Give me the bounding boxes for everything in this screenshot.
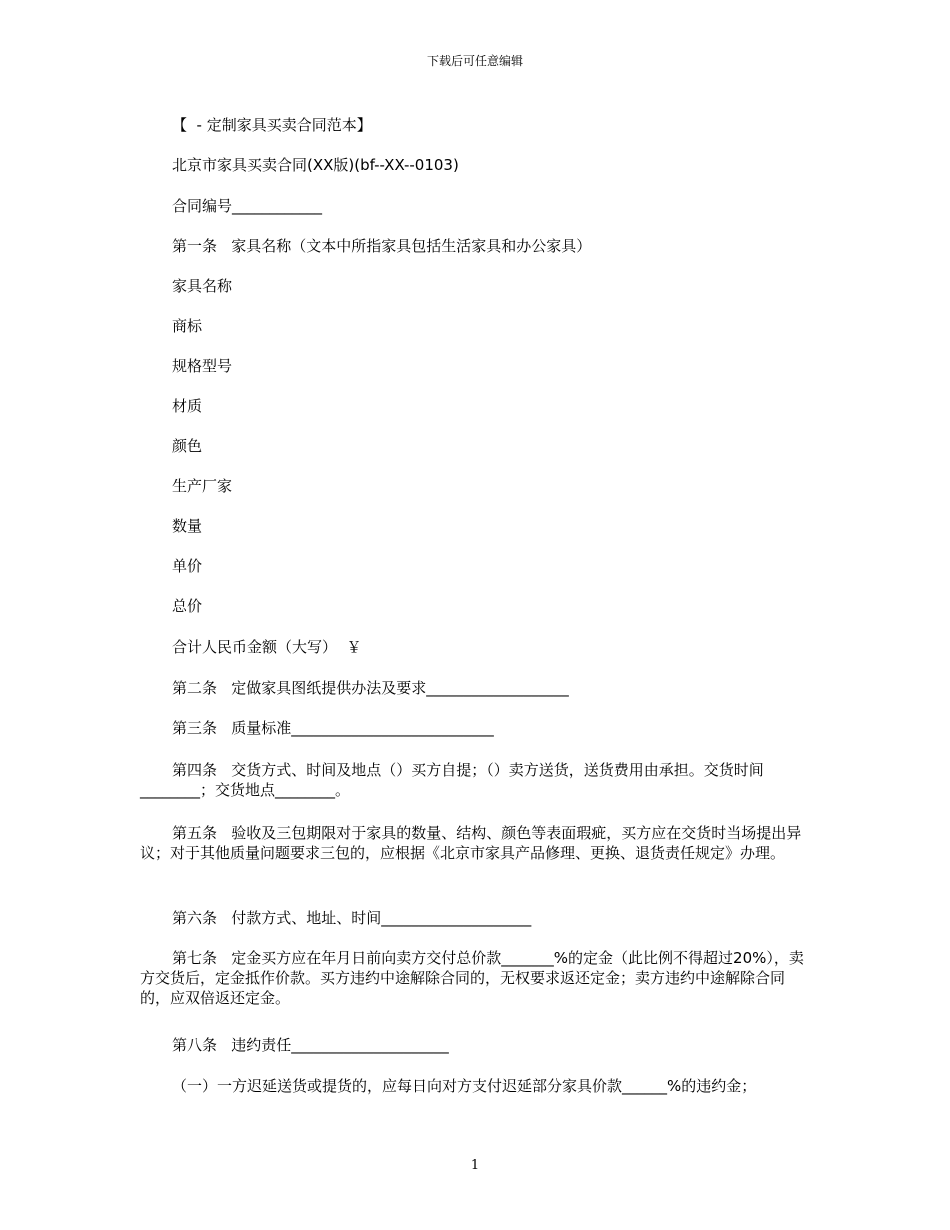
- page-header: 下载后可任意编辑: [426, 54, 523, 68]
- field-total-price: 总价: [172, 597, 203, 615]
- field-manufacturer: 生产厂家: [172, 477, 233, 495]
- field-material: 材质: [172, 397, 203, 415]
- contract-number: 合同编号____________: [172, 197, 323, 215]
- field-trademark: 商标: [172, 317, 203, 335]
- article-5: 第五条 验收及三包期限对于家具的数量、结构、颜色等表面瑕疵，买方应在交货时当场提出异议；对于其他质量问题要求三包的，应根据《北京市家具产品修理、更换、退货责任规定》办理。: [140, 824, 802, 862]
- article-1: 第一条 家具名称（文本中所指家具包括生活家具和办公家具）: [172, 237, 592, 255]
- article-6: 第六条 付款方式、地址、时间____________________: [172, 909, 532, 927]
- field-color: 颜色: [172, 437, 203, 455]
- total-amount-rmb: 合计人民币金额（大写） ￥: [172, 638, 362, 656]
- field-model-spec: 规格型号: [172, 357, 233, 375]
- article-8: 第八条 违约责任_____________________: [172, 1036, 449, 1054]
- document-title: 【 - 定制家具买卖合同范本】: [172, 116, 372, 134]
- field-furniture-name: 家具名称: [172, 277, 233, 295]
- article-8-clause-1: （一）一方迟延送货或提货的，应每日向对方支付迟延部分家具价款______%的违约金；: [172, 1077, 757, 1095]
- field-quantity: 数量: [172, 517, 203, 535]
- article-4: 第四条 交货方式、时间及地点（）买方自提；（）卖方送货，送货费用由承担。交货时间________；交货地点________。: [140, 761, 764, 799]
- article-2: 第二条 定做家具图纸提供办法及要求___________________: [172, 679, 569, 697]
- field-unit-price: 单价: [172, 557, 203, 575]
- page-number: 1: [470, 1158, 480, 1173]
- article-3: 第三条 质量标准___________________________: [172, 719, 494, 737]
- contract-name: 北京市家具买卖合同(XX版)(bf--XX--0103): [172, 156, 459, 174]
- article-7: 第七条 定金买方应在年月日前向卖方交付总价款_______%的定金（此比例不得超过20%），卖方交货后，定金抵作价款。买方违约中途解除合同的，无权要求返还定金；卖方违约中途解除合同的，应双倍返还定金。: [140, 949, 804, 1007]
